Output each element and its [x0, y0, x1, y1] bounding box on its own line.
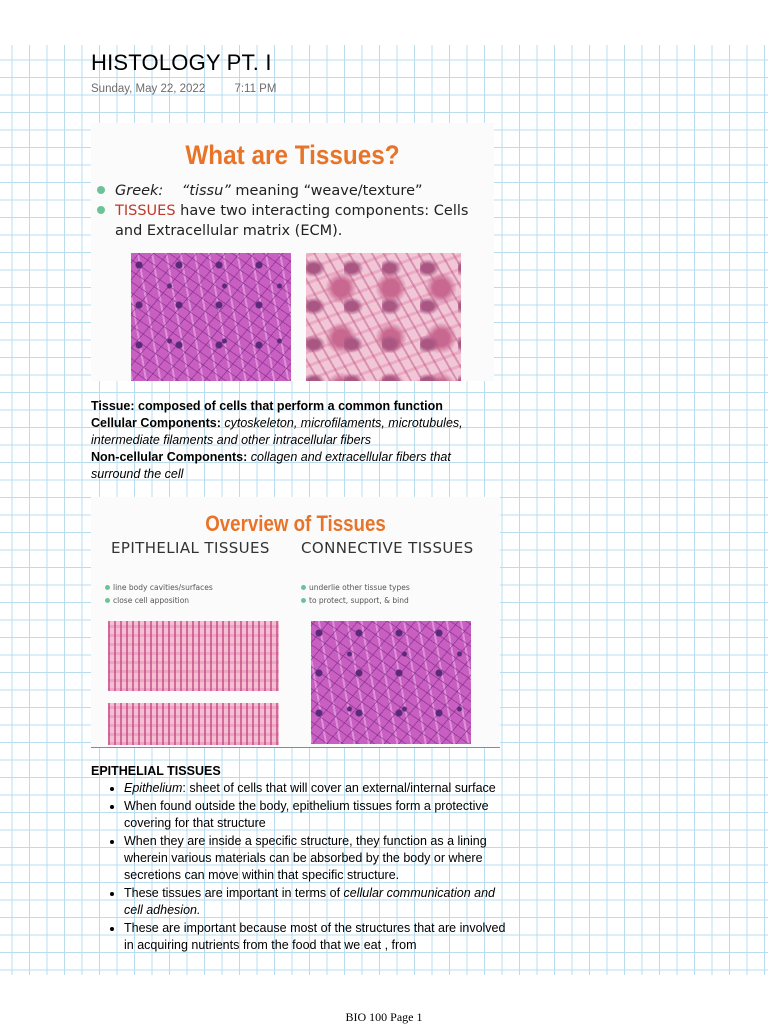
slide2-heading-connective: CONNECTIVE TISSUES — [301, 539, 474, 557]
page-title: HISTOLOGY PT. I — [91, 50, 272, 75]
slide2-title: Overview of Tissues — [205, 511, 386, 536]
epithelial-heading: EPITHELIAL TISSUES — [91, 764, 221, 778]
cellular-components: Cellular Components: cytoskeleton, microfilaments, microtubules, intermediate filaments and other intracellular fibers — [91, 416, 463, 447]
tissue-definition: Tissue: composed of cells that perform a common function — [91, 399, 443, 413]
slide2-heading-epithelial: EPITHELIAL TISSUES — [111, 539, 270, 557]
slide1-bullet-tissues: TISSUES have two interacting components: Cells and Extracellular matrix (ECM). — [97, 201, 487, 241]
bullet-dot-icon — [105, 585, 110, 590]
page-footer: BIO 100 Page 1 — [345, 1010, 423, 1024]
bullet-dot-icon — [97, 206, 105, 214]
list-item: • When found outside the body, epithelium tissues form a protective covering for that structure — [124, 798, 511, 832]
slide1-bullet-greek: Greek: “tissu” meaning “weave/texture” — [97, 181, 423, 201]
epithelial-micrograph-bottom — [108, 703, 279, 745]
epithelial-notes — [91, 763, 511, 955]
page-time: 7:11 PM — [234, 83, 277, 95]
slide2-left-bullet: close cell apposition — [105, 596, 189, 605]
bullet-dot-icon — [301, 585, 306, 590]
list-item: • These tissues are important in terms of cellular communication and cell adhesion. — [124, 885, 511, 919]
page-timestamp — [91, 83, 276, 95]
slide2-right-bullet: underlie other tissue types — [301, 583, 410, 592]
connective-micrograph — [311, 621, 471, 744]
bullet-dot-icon — [105, 598, 110, 603]
noncellular-components: Non-cellular Components: collagen and extracellular fibers that surround the cell — [91, 450, 451, 481]
slide2-left-bullet: line body cavities/surfaces — [105, 583, 213, 592]
connective-tissue-micrograph — [131, 253, 291, 381]
bullet-dot-icon — [97, 186, 105, 194]
slide1-title: What are Tissues? — [185, 140, 400, 170]
page-date: Sunday, May 22, 2022 — [91, 83, 206, 95]
epithelial-micrograph-top — [108, 621, 279, 691]
list-item: • Epithelium: sheet of cells that will cover an external/internal surface — [124, 780, 511, 797]
list-item: • These are important because most of the structures that are involved in acquiring nutrients from the food that we eat , from — [124, 920, 511, 954]
slide-what-are-tissues — [91, 123, 494, 381]
bullet-dot-icon — [301, 598, 306, 603]
slide-overview-of-tissues — [91, 497, 500, 748]
epithelial-list — [91, 780, 511, 954]
list-item: • When they are inside a specific structure, they function as a lining wherein various materials can be absorbed by the body or where secretions can move within that specific structure. — [124, 833, 511, 884]
slide2-right-bullet: to protect, support, & bind — [301, 596, 409, 605]
epithelial-fold-micrograph — [306, 253, 461, 381]
tissue-definitions — [91, 398, 471, 483]
